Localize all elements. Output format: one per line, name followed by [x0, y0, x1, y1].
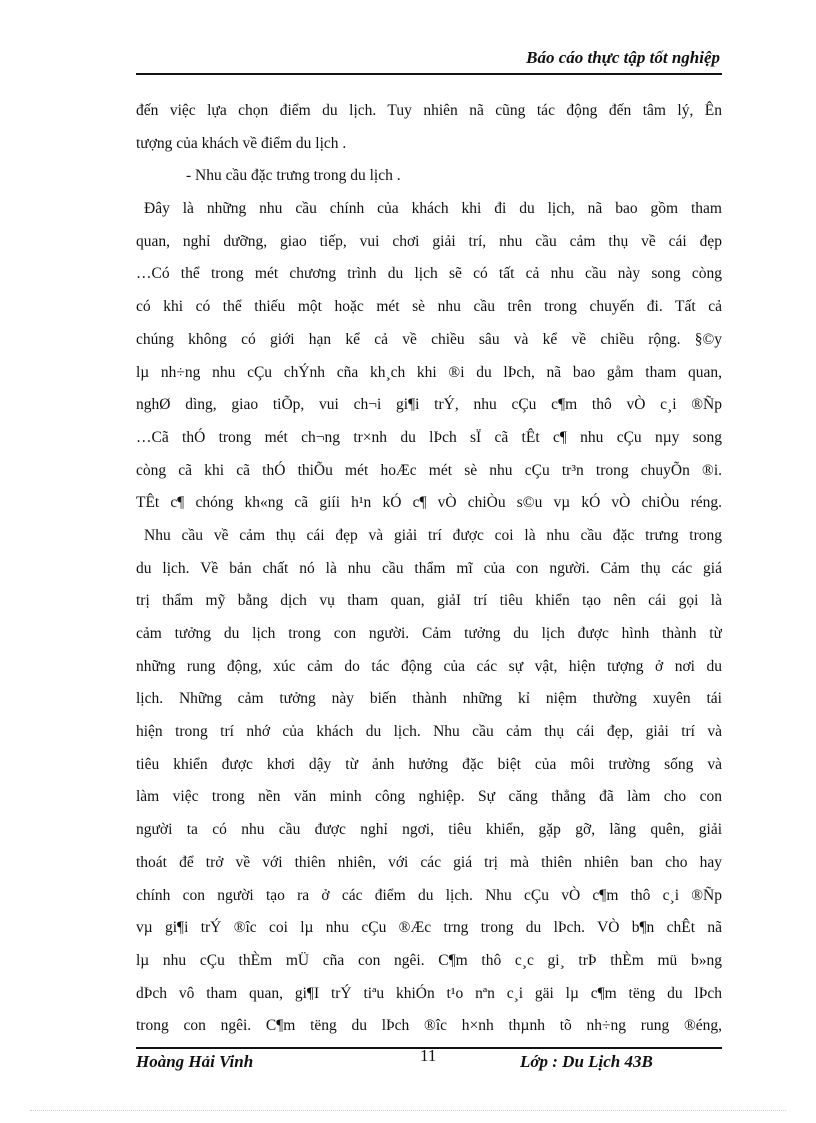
- page-number: 11: [420, 1046, 437, 1065]
- text-line: làm việc trong nền văn minh công nghiệp. Sự căng thẳng đã làm cho con: [136, 788, 722, 806]
- text-line: cảm tưởng du lịch trong con người. Cảm tưởng du lịch được hình thành từ: [136, 625, 722, 642]
- text-line: người ta có nhu cầu được nghỉ ngơi, tiêu khiển, gặp gỡ, lãng quên, giải: [136, 821, 722, 839]
- text-line: dÞch vô tham quan, gi¶I trÝ tiªu khiÓn t¹o nªn c¸i gäi lµ c¶m tëng du lÞch: [136, 984, 722, 1002]
- text-line: nghØ dìng, giao tiÕp, vui ch¬i gi¶i trÝ, nhu cÇu c¶m thô vÒ c¸i ®Ñp: [136, 396, 722, 414]
- text-line: có khi có thể thiếu một hoặc mét sè nhu cầu trên trong chuyến đi. Tất cả: [136, 298, 722, 316]
- footer-author: Hoàng Hải Vinh: [136, 1052, 254, 1071]
- header-rule: [136, 73, 722, 75]
- footer-class-label: Lớp : Du Lịch 43B: [520, 1052, 653, 1071]
- text-line: Nhu cầu về cảm thụ cái đẹp và giải trí được coi là nhu cầu đặc trưng trong: [144, 526, 722, 544]
- text-line: du lịch. Về bản chất nó là nhu cầu thẩm mĩ của con người. Cảm thụ các giá: [136, 559, 722, 577]
- text-line: TÊt c¶ chóng kh«ng cã giíi h¹n kÓ c¶ vÒ chiÒu s©u vµ kÓ vÒ chiÒu réng.: [136, 494, 722, 512]
- text-line: tượng của khách về điểm du lịch .: [136, 134, 347, 152]
- text-line: lịch. Những cảm tưởng này biến thành những kỉ niệm thường xuyên tái: [136, 690, 722, 708]
- text-line: Đây là những nhu cầu chính của khách khi đi du lịch, nã bao gồm tham: [144, 200, 722, 218]
- header-title: Báo cáo thực tập tốt nghiệp: [526, 48, 720, 67]
- text-line: thoát để trở về với thiên nhiên, với các giá trị mà thiên nhiên ban cho hay: [136, 853, 722, 871]
- text-line: vµ gi¶i trÝ ®îc coi lµ nhu cÇu ®Æc trng trong du lÞch. VÒ b¶n chÊt nã: [136, 919, 722, 937]
- text-line: trị thẩm mỹ bằng dịch vụ tham quan, giảI trí tiêu khiển tạo nên cái gọi là: [136, 592, 722, 610]
- text-line: …Có thể trong mét chương trình du lịch sẽ có tất cả nhu cầu này song còng: [136, 265, 722, 283]
- text-line: …Cã thÓ trong mét ch¬ng tr×nh du lÞch sÏ cã tÊt c¶ nhu cÇu nµy song: [136, 428, 722, 446]
- text-line: chúng không có giới hạn kể cả về chiều sâu và kể về chiều rộng. §©y: [136, 330, 722, 348]
- text-line: lµ nhu cÇu thÈm mÜ cña con ngêi. C¶m thô c¸c gi¸ trÞ thÈm mü b»ng: [136, 951, 722, 969]
- text-line: còng cã khi cã thÓ thiÕu mét hoÆc mét sè nhu cÇu tr³n trong chuyÕn ®i.: [136, 461, 722, 479]
- text-line: những rung động, xúc cảm do tác động của các sự vật, hiện tượng ở nơi du: [136, 657, 722, 675]
- text-line: chính con người tạo ra ở các điểm du lịch. Nhu cÇu vÒ c¶m thô c¸i ®Ñp: [136, 886, 722, 904]
- text-line: hiện trong trí nhớ của khách du lịch. Nhu cầu cảm thụ cái đẹp, giải trí và: [136, 723, 722, 741]
- text-line: trong con ngêi. C¶m tëng du lÞch ®îc h×nh thµnh tõ nh÷ng rung ®éng,: [136, 1017, 722, 1035]
- text-line: đến việc lựa chọn điểm du lịch. Tuy nhiên nã cũng tác động đến tâm lý, Ên: [136, 102, 722, 119]
- page-edge-divider: [30, 1110, 786, 1111]
- text-line: quan, nghỉ dưỡng, giao tiếp, vui chơi giải trí, nhu cầu cảm thụ về cái đẹp: [136, 232, 722, 250]
- text-line: tiêu khiển được khơi dậy từ ảnh hưởng đặc biệt của môi trường sống và: [136, 755, 722, 773]
- text-line: - Nhu cầu đặc trưng trong du lịch .: [186, 167, 401, 185]
- text-line: lµ nh÷ng nhu cÇu chÝnh cña kh¸ch khi ®i du lÞch, nã bao gåm tham quan,: [136, 363, 722, 381]
- body-text: [136, 95, 722, 1043]
